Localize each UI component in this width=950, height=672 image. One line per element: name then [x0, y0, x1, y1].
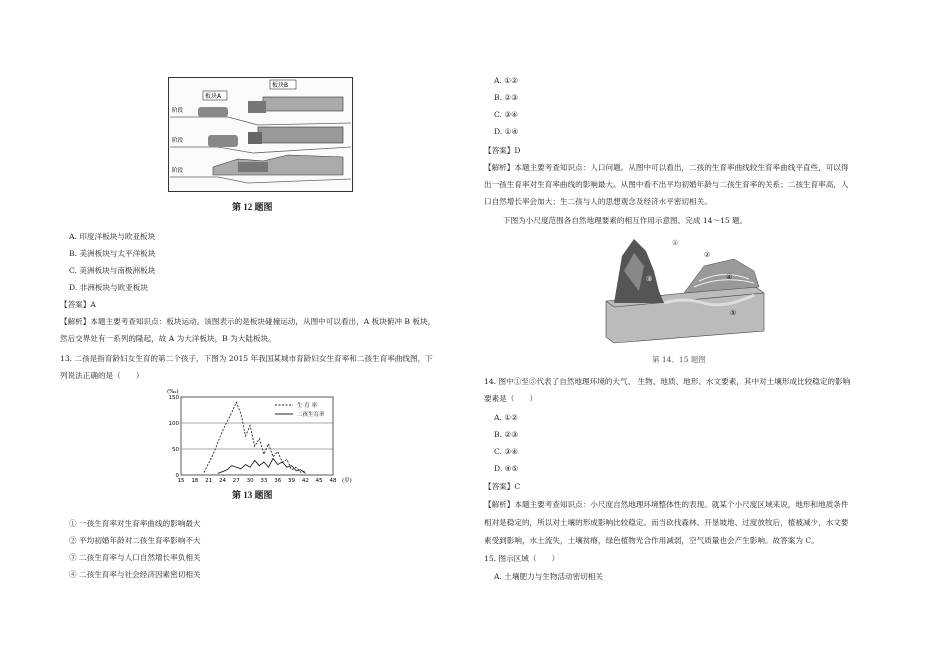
- y-tick-label: 0: [175, 473, 179, 479]
- option-c: C. ③④: [494, 110, 518, 119]
- figure-12: [168, 77, 353, 192]
- option-d: D. ④⑤: [494, 464, 519, 473]
- analysis-line: 【解析】本题主要考查知识点：小尺度自然地理环境整体性的表现。就某个小尺度区域来说，地形和地质条件: [484, 500, 849, 509]
- x-tick-label: 36: [274, 478, 282, 484]
- answer: 【答案】C: [484, 482, 521, 491]
- question-13-stem: 列说法正确的是（ ）: [60, 371, 144, 380]
- fertility-chart-svg: [163, 385, 363, 485]
- answer: 【答案】A: [60, 300, 96, 309]
- landscape-caption: 第 14、15 题图: [652, 355, 706, 364]
- statement-1: ① 一孩生育率对生育率曲线的影响最大: [69, 519, 201, 528]
- label-3: ③: [646, 275, 653, 283]
- answer: 【答案】D: [484, 146, 521, 155]
- option-a: A. ①②: [494, 76, 518, 85]
- option-a: A. 印度洋板块与欧亚板块: [69, 232, 156, 241]
- x-tick-label: 30: [246, 478, 254, 484]
- plate-a-label: 板块A: [205, 93, 222, 100]
- legend-label: 生 育 率: [297, 403, 317, 409]
- y-unit-label: (‰): [167, 389, 179, 395]
- plate-collision-illustration: [168, 77, 353, 192]
- x-tick-label: 45: [315, 478, 323, 484]
- chart-caption: 第 13 题图: [232, 490, 273, 500]
- series-line-1: [204, 402, 305, 472]
- series-line-2: [218, 458, 306, 473]
- label-1: ①: [672, 239, 679, 247]
- figure-12-caption: 第 12 题图: [232, 202, 273, 212]
- analysis-line: 【解析】本题主要考查知识点：板块运动。该图表示的是板块碰撞运动，从图中可以看出，A 板块俯冲 B 板块，: [60, 317, 436, 326]
- analysis-line: 相对是稳定的，所以对土壤的形成影响比较稳定。而当砍伐森林、开垦坡地、过度放牧后，植被减少，水文要: [484, 518, 849, 527]
- analysis-line: 然后交界处有一系列的隆起，故 A 为大洋板块，B 为大陆板块。: [60, 334, 276, 343]
- label-2: ②: [704, 251, 711, 259]
- analysis-line: 出一孩生育率对生育率曲线的影响最大。从图中看不出平均初婚年龄与二孩生育率的关系；二孩生育率高，人: [484, 180, 849, 189]
- option-d: D. 非洲板块与欧亚板块: [69, 283, 148, 292]
- stage-label: 阶段: [172, 108, 184, 114]
- x-tick-label: 39: [288, 478, 296, 484]
- x-tick-label: 42: [301, 478, 309, 484]
- question-13-stem: 13. 二孩是指育龄妇女生育的第二个孩子，下图为 2015 年我国某城市育龄妇女生育率和二孩生育率曲线图，下: [60, 354, 433, 363]
- x-tick-label: 48: [329, 478, 337, 484]
- statement-2: ② 平均初婚年龄对二孩生育率影响不大: [69, 536, 201, 545]
- label-5: ⑤: [730, 309, 737, 317]
- option-d: D. ①④: [494, 127, 519, 136]
- legend-label: 二孩生育率: [297, 412, 325, 418]
- analysis-line: 素受到影响，水土流失，土壤贫瘠，绿色植物光合作用减弱，空气质量也会产生影响。故答案为 C。: [484, 536, 819, 545]
- statement-4: ④ 二孩生育率与社会经济因素密切相关: [69, 570, 201, 579]
- statement-3: ③ 二孩生育率与人口自然增长率负相关: [69, 553, 201, 562]
- stage-label: 阶段: [172, 168, 184, 174]
- option-b: B. ②③: [494, 93, 519, 102]
- x-tick-label: 33: [260, 478, 268, 484]
- option-c: C. 美洲板块与南极洲板块: [69, 266, 156, 275]
- x-tick-label: 21: [205, 478, 213, 484]
- option-b: B. 美洲板块与太平洋板块: [69, 249, 156, 258]
- question-15-stem: 15. 图示区域（ ）: [484, 554, 560, 563]
- analysis-line: 【解析】本题主要考查知识点：人口问题。从图中可以看出，二孩的生育率曲线较生育率曲线平直些，可以得: [484, 163, 849, 172]
- option-a: A. ①②: [494, 413, 518, 422]
- x-tick-label: 24: [218, 478, 226, 484]
- landscape-diagram: [604, 231, 766, 345]
- x-tick-label: 15: [177, 478, 185, 484]
- x-tick-label: 18: [191, 478, 199, 484]
- plate-b-label: 板块B: [272, 82, 289, 89]
- label-4: ④: [726, 273, 733, 281]
- y-tick-label: 50: [172, 447, 179, 453]
- x-tick-label: 27: [232, 478, 240, 484]
- intro-text: 下图为小尺度范围各自然地理要素的相互作用示意图。完成 14～15 题。: [503, 216, 748, 225]
- option-b: B. ②③: [494, 430, 519, 439]
- fertility-chart: [163, 385, 363, 485]
- landscape-figure: [604, 231, 766, 345]
- option-c: C. ③④: [494, 447, 518, 456]
- analysis-line: 口自然增长率会加大；生二孩与人的思想观念及经济水平密切相关。: [484, 197, 712, 206]
- x-unit-label: (岁): [342, 478, 352, 484]
- option-a: A. 土壤肥力与生物活动密切相关: [494, 572, 604, 581]
- y-tick-label: 100: [168, 421, 179, 427]
- question-14-stem: 要素是（ ）: [484, 394, 538, 403]
- question-14-stem: 14. 图中①至⑤代表了自然地理环境的大气、 生物、地质、地形、水文要素，其中对土壤形成比较稳定的影响: [484, 377, 851, 386]
- stage-label: 阶段: [172, 138, 184, 144]
- y-tick-label: 150: [168, 395, 179, 401]
